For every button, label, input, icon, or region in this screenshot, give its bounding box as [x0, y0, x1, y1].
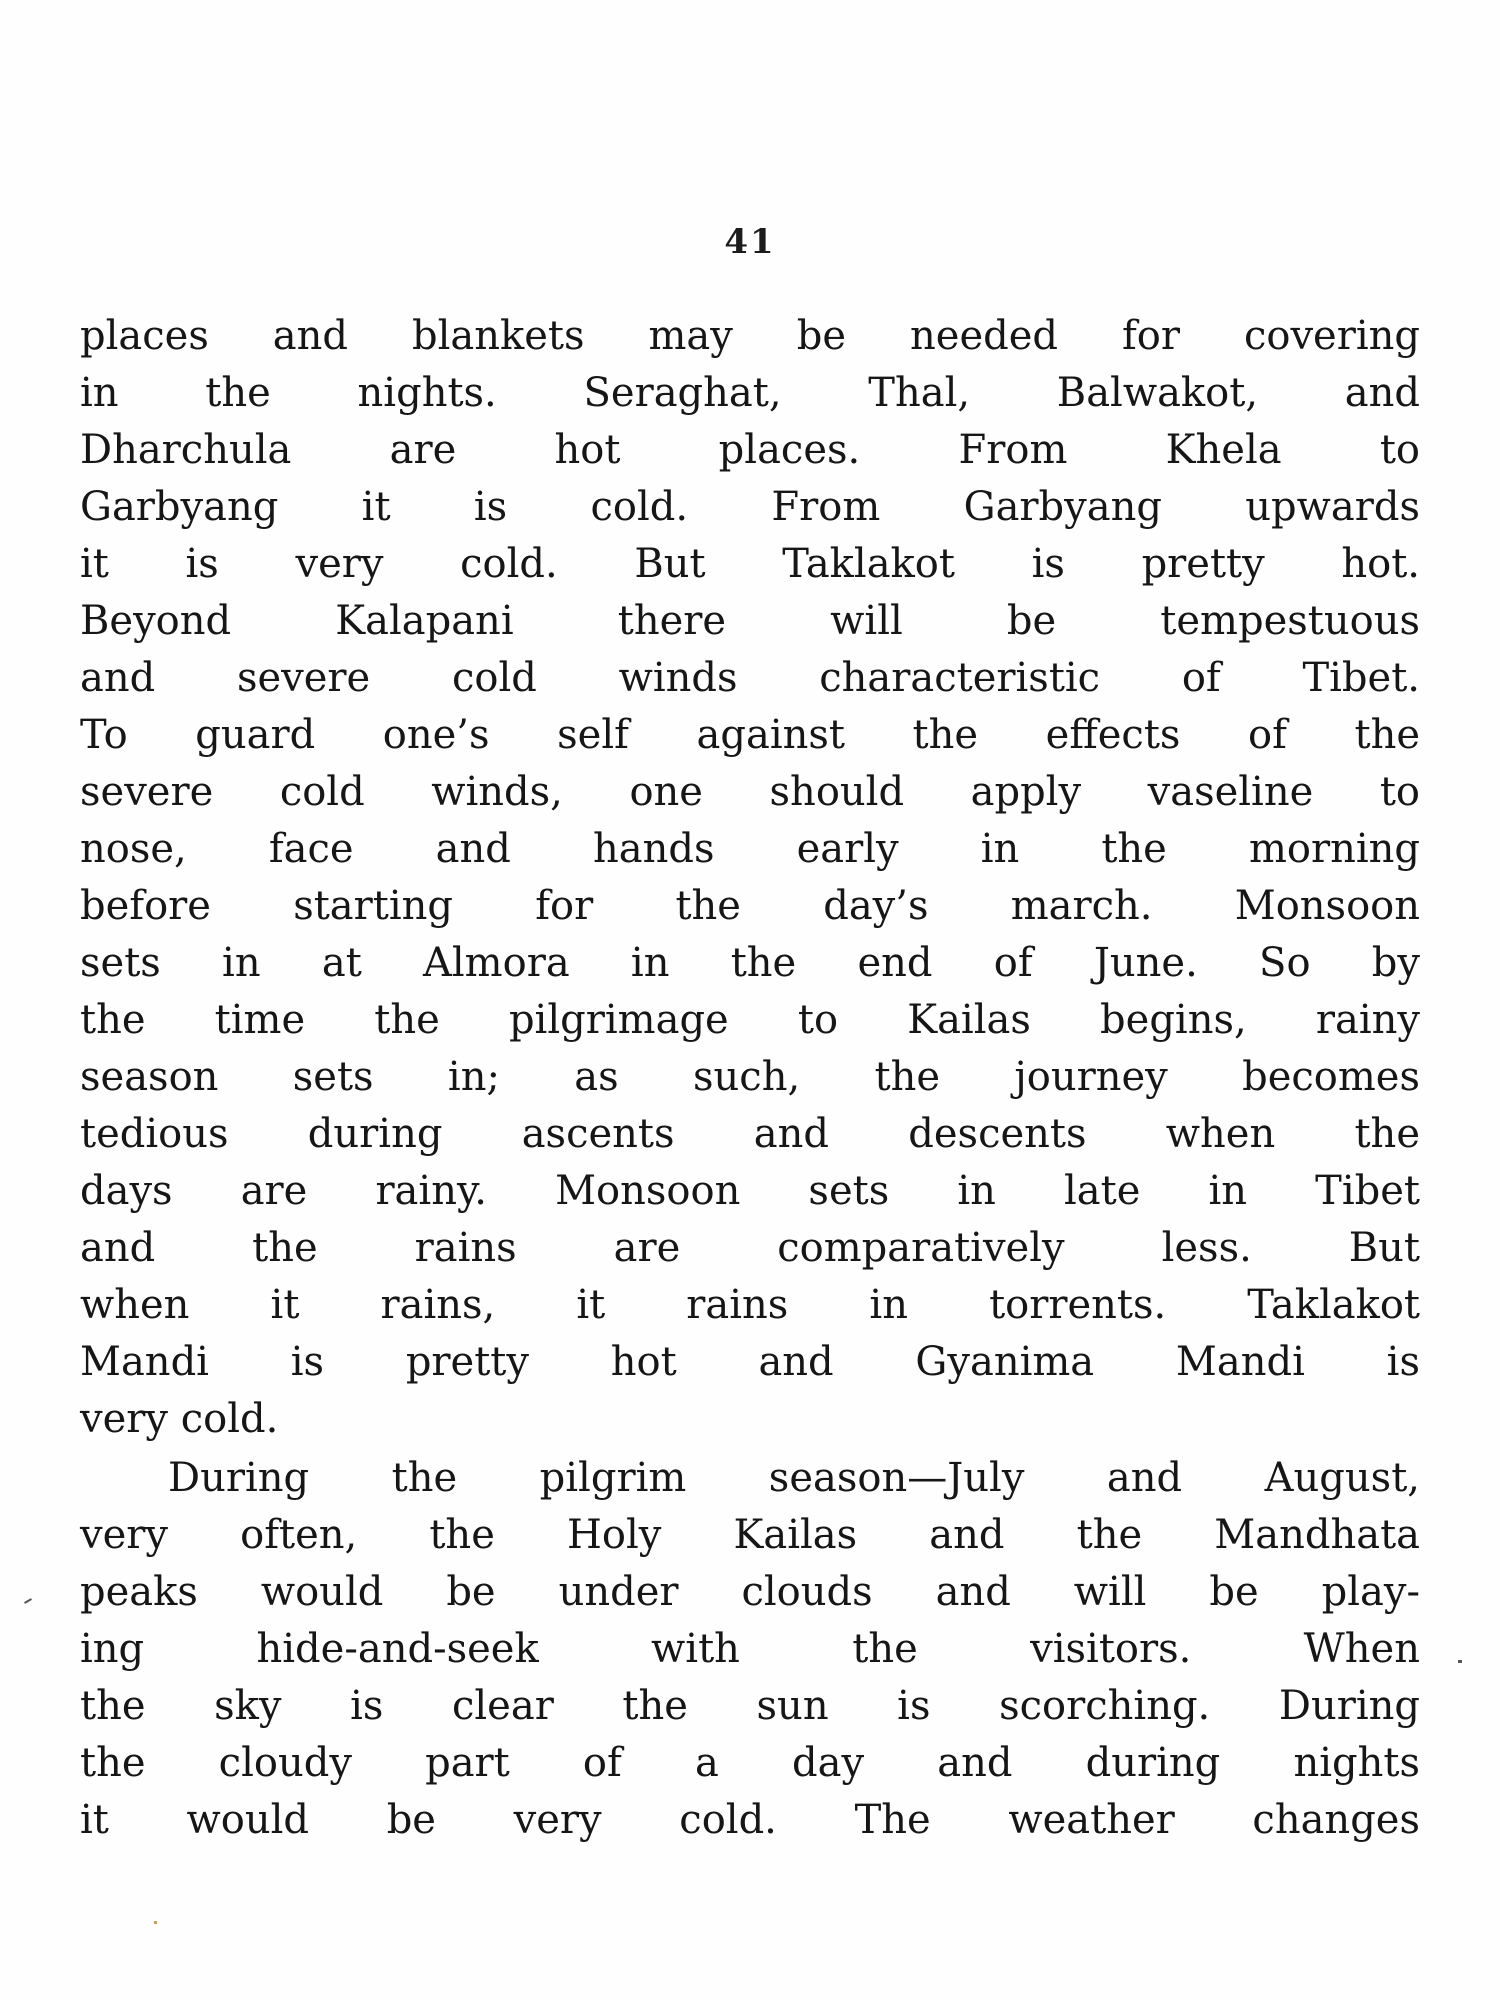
text-line: Beyond Kalapani there will be tempestuous: [80, 598, 1420, 644]
margin-mark: [24, 1598, 32, 1604]
text-line: To guard one’s self against the effects of the: [80, 712, 1420, 758]
margin-mark: [154, 1921, 157, 1924]
text-line: Garbyang it is cold. From Garbyang upwards: [80, 484, 1420, 530]
text-line: before starting for the day’s march. Monsoon: [80, 883, 1420, 929]
text-line: very often, the Holy Kailas and the Mandhata: [80, 1512, 1420, 1558]
text-line: severe cold winds, one should apply vaseline to: [80, 769, 1420, 815]
text-line: it would be very cold. The weather changes: [80, 1797, 1420, 1843]
text-line: and the rains are comparatively less. But: [80, 1225, 1420, 1271]
text-line: season sets in; as such, the journey becomes: [80, 1054, 1420, 1100]
text-line: the time the pilgrimage to Kailas begins, rainy: [80, 997, 1420, 1043]
text-line: places and blankets may be needed for covering: [80, 313, 1420, 359]
text-line: the sky is clear the sun is scorching. During: [80, 1683, 1420, 1729]
text-line: During the pilgrim season—July and August,: [168, 1455, 1420, 1501]
text-line: when it rains, it rains in torrents. Taklakot: [80, 1282, 1420, 1328]
text-line: in the nights. Seraghat, Thal, Balwakot, and: [80, 370, 1420, 416]
text-line: days are rainy. Monsoon sets in late in Tibet: [80, 1168, 1420, 1214]
text-line: peaks would be under clouds and will be play-: [80, 1569, 1420, 1615]
text-line: and severe cold winds characteristic of Tibet.: [80, 655, 1420, 701]
text-line: sets in at Almora in the end of June. So by: [80, 940, 1420, 986]
text-line: very cold.: [80, 1396, 279, 1442]
text-line: it is very cold. But Taklakot is pretty hot.: [80, 541, 1420, 587]
margin-mark: [1458, 1660, 1462, 1663]
paragraph-1: [80, 308, 1420, 1448]
paragraph-2: [80, 1450, 1420, 1849]
text-line: ing hide-and-seek with the visitors. When: [80, 1626, 1420, 1672]
text-line: the cloudy part of a day and during nights: [80, 1740, 1420, 1786]
page-number: 41: [724, 222, 776, 262]
text-line: Dharchula are hot places. From Khela to: [80, 427, 1420, 473]
text-line: Mandi is pretty hot and Gyanima Mandi is: [80, 1339, 1420, 1385]
text-line: nose, face and hands early in the morning: [80, 826, 1420, 872]
text-line: tedious during ascents and descents when the: [80, 1111, 1420, 1157]
